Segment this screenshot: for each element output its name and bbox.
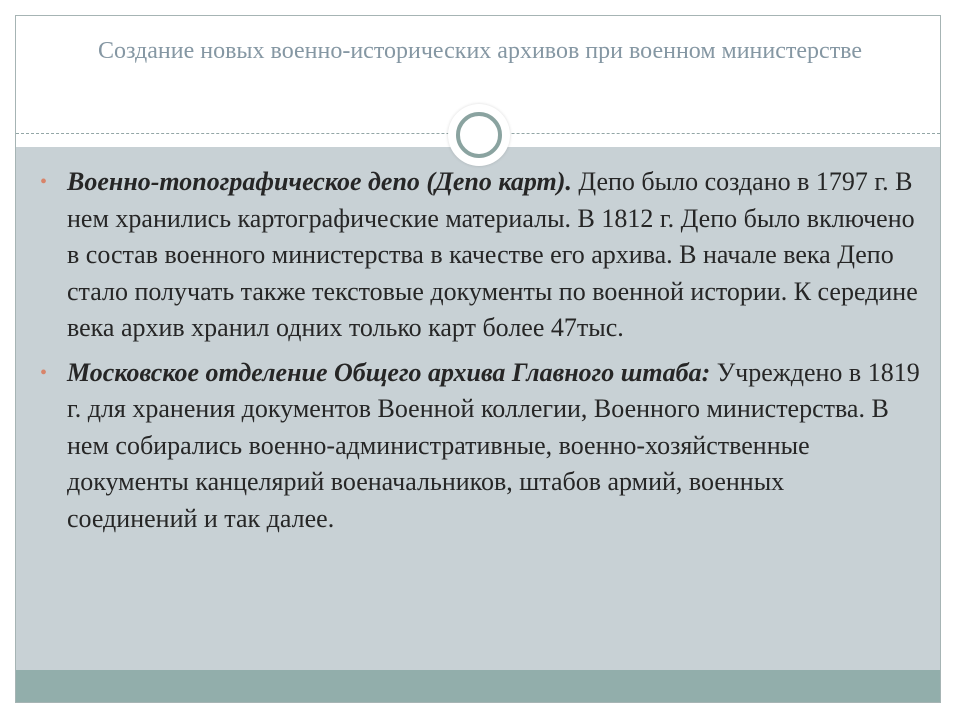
bullet-list (40, 164, 920, 545)
bullet-text: Депо было создано в 1797 г. В нем хранились картографические материалы. В 1812 г. Депо было включено в состав военного министерства в качестве его архива. В начале века Депо стало получать также текстовые документы по военной истории. К середине века архив хранил одних только карт более 47тыс. (67, 167, 918, 342)
bullet-term: Московское отделение Общего архива Главного штаба: (67, 357, 711, 387)
bullet-item-depot (40, 164, 920, 347)
ring-inner-circle (456, 112, 502, 158)
bullet-item-moscow-branch (40, 355, 920, 538)
slide-title: Создание новых военно-исторических архивов при военном министерстве (97, 38, 863, 64)
bullet-dot-icon: • (40, 171, 48, 193)
bullet-text: Учреждено в 1819 г. для хранения документов Военной коллегии, Военного министерства. В нем собирались военно-административные, военно-хозяйственные документы канцелярий военачальников, штабов армий, военных соединений и так далее. (67, 357, 920, 533)
footer-bar (16, 670, 940, 702)
bullet-term: Военно-топографическое депо (Депо карт). (67, 167, 572, 196)
ring-ornament-icon (448, 104, 510, 166)
bullet-dot-icon: • (40, 361, 48, 384)
